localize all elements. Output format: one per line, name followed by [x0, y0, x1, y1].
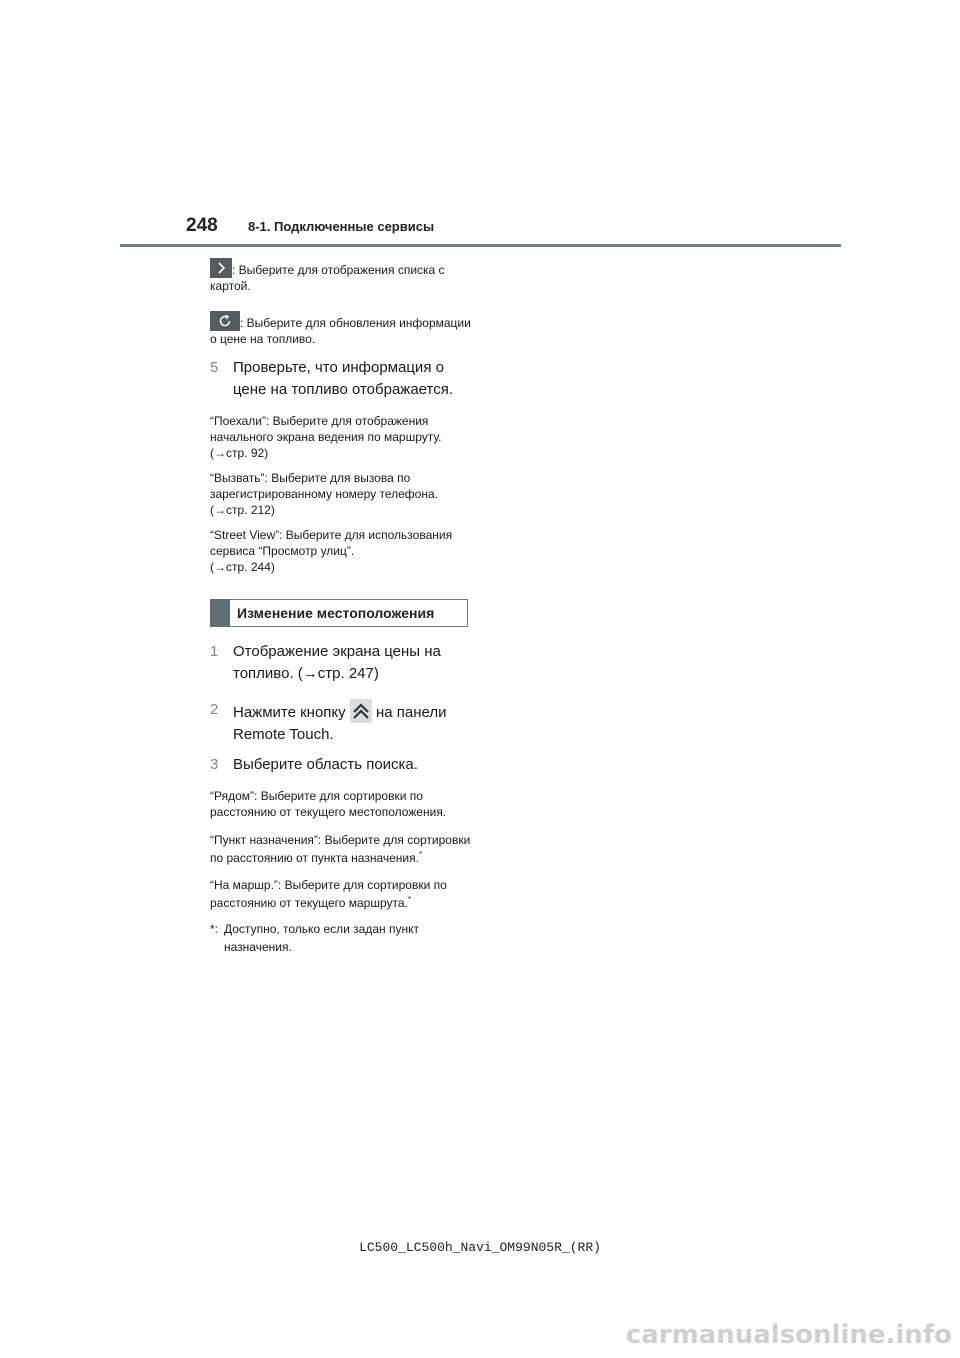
step-3: 3 Выберите область поиска. [210, 754, 472, 776]
asterisk-mark: * [418, 850, 423, 859]
page-number: 248 [186, 215, 218, 236]
paragraph-nearby: “Рядом”: Выберите для сортировки по расстоянию от текущего местоположения. [210, 789, 447, 819]
chevron-right-icon [210, 258, 232, 278]
page-reference: (→стр. 92) [210, 446, 269, 460]
step-number: 3 [210, 756, 219, 773]
page-reference: (→стр. 212) [210, 503, 275, 517]
content-column [210, 258, 472, 956]
section-title: 8-1. Подключенные сервисы [248, 219, 435, 234]
subheading-label: Изменение местоположения [237, 605, 435, 621]
subheading-bar [210, 599, 230, 627]
paragraph-call: “Вызвать”: Выберите для вызова по зарегистрированному номеру телефона. (→стр. 212) [210, 471, 438, 517]
footnote: *: Доступно, только если задан пункт назначения. [210, 922, 419, 954]
step-2: 2 Нажмите кнопку на панели Remote Touch. [210, 701, 447, 743]
paragraph-route: “На маршр.”: Выберите для сортировки по расстоянию от текущего маршрута.* [210, 878, 447, 910]
subheading-change-location [210, 599, 468, 627]
double-chevron-up-icon [350, 699, 372, 723]
refresh-icon [210, 311, 240, 331]
footnote-mark: *: [210, 922, 219, 936]
refresh-icon-description: : Выберите для обновления информации о цене на топливо. [210, 311, 472, 347]
paragraph-go: “Поехали”: Выберите для отображения начального экрана ведения по маршруту. (→стр. 92) [210, 414, 442, 460]
paragraph-street-view: “Street View”: Выберите для использования сервиса “Просмотр улиц”. (→стр. 244) [210, 528, 453, 574]
header-rule [120, 244, 841, 247]
watermark: carmanualsonline.info [625, 1320, 952, 1350]
document-code: LC500_LC500h_Navi_OM99N05R_(RR) [359, 1240, 601, 1255]
page-reference: (→стр. 244) [210, 560, 275, 574]
list-icon-description: : Выберите для отображения списка с картой. [210, 258, 472, 294]
step-1: 1 Отображение экрана цены на топливо. (→стр. 247) [210, 643, 441, 682]
asterisk-mark: * [407, 895, 411, 904]
step-number: 1 [210, 643, 219, 660]
step-number: 2 [210, 701, 219, 718]
step-5: 5 Проверьте, что информация о цене на топливо отображается. [210, 359, 454, 398]
paragraph-destination: “Пункт назначения”: Выберите для сортировки по расстоянию от пункта назначения.* [210, 833, 471, 865]
step-number: 5 [210, 359, 219, 376]
